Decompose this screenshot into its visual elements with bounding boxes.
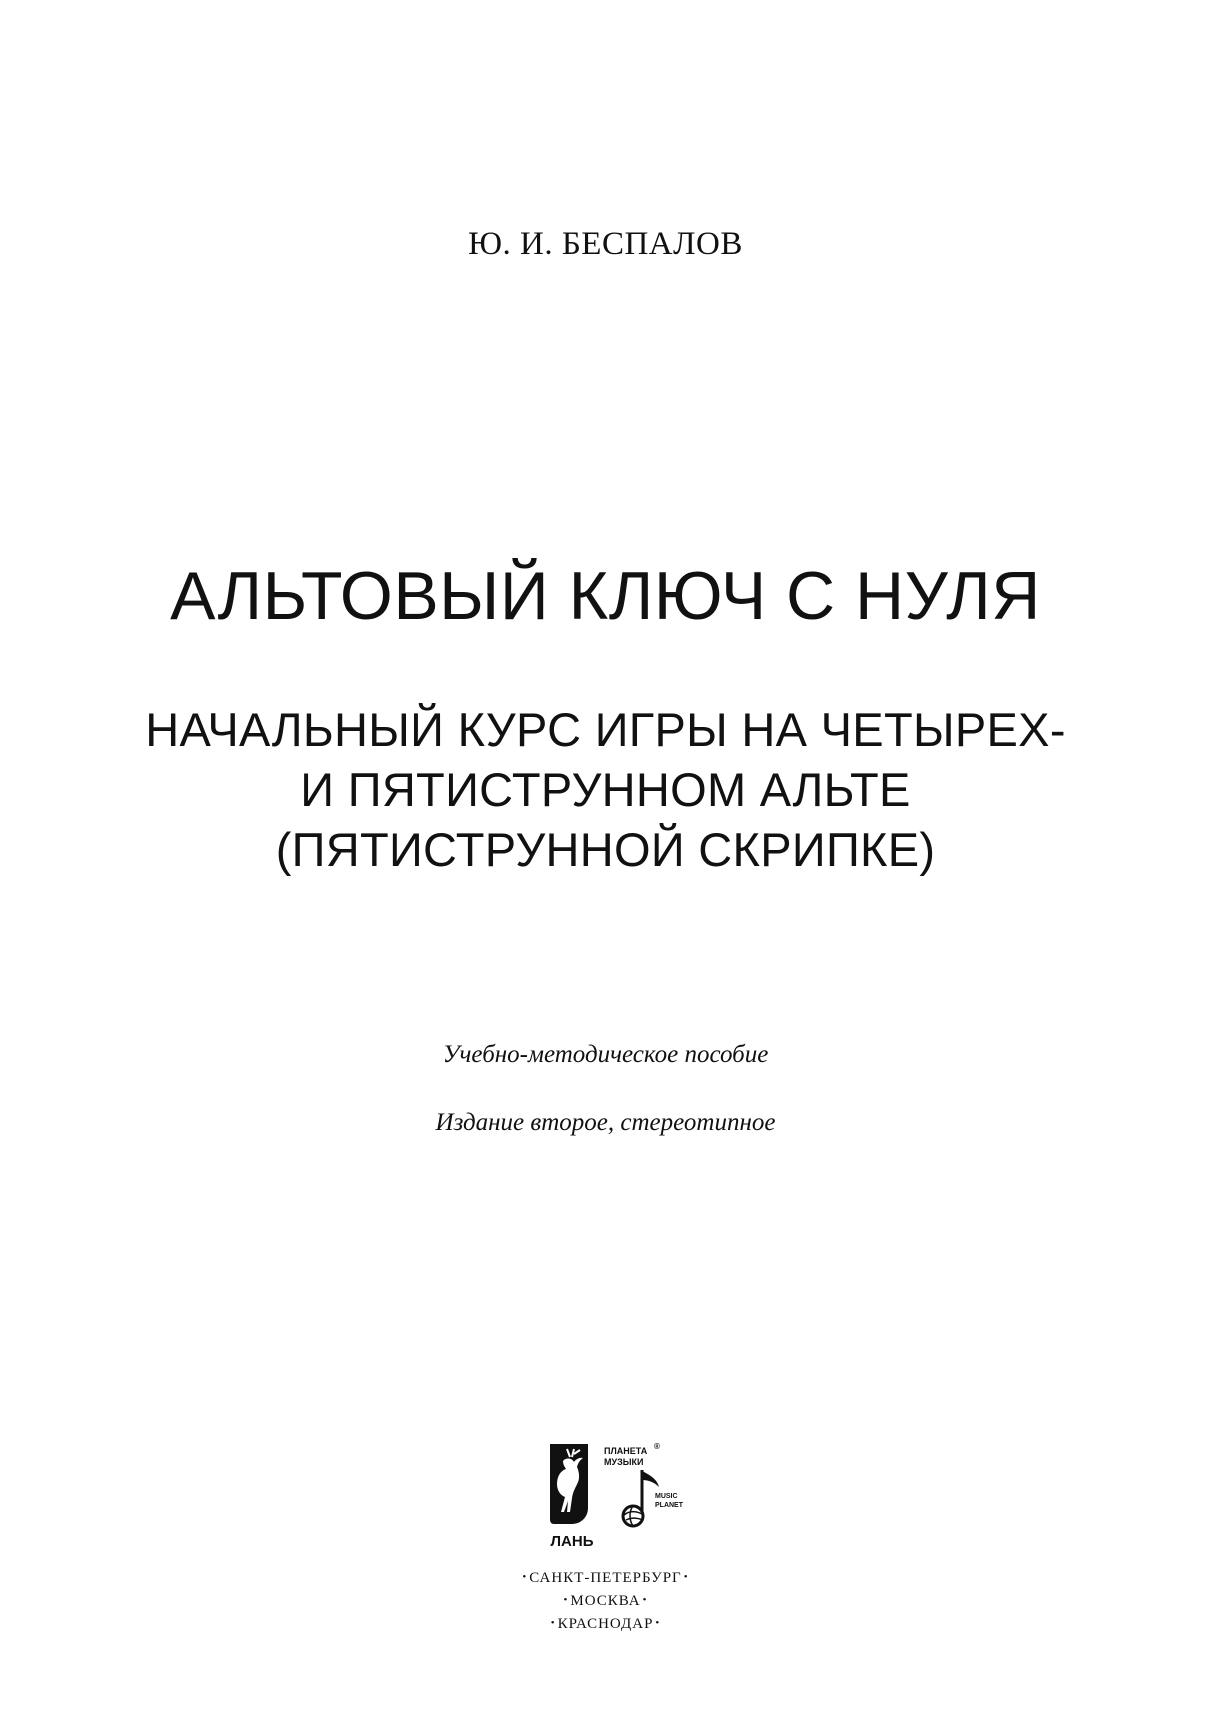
music-planet-logo [599, 1440, 683, 1528]
edition-note: Издание второе, стереотипное [435, 1109, 776, 1136]
city-name: КРАСНОДАР [557, 1616, 654, 1632]
music-planet-ru-line-2: МУЗЫКИ [604, 1457, 644, 1467]
author-name: Ю. И. БЕСПАЛОВ [468, 226, 743, 262]
city-separator: • [563, 1594, 569, 1606]
music-planet-icon [599, 1440, 683, 1528]
subtitle-line-3: (ПЯТИСТРУННОЙ СКРИПКЕ) [275, 823, 936, 876]
lan-publisher-logo [545, 1440, 599, 1552]
city-name: МОСКВА [570, 1593, 641, 1609]
city-separator: • [683, 1571, 689, 1583]
music-planet-en-line-2: PLANET [655, 1502, 683, 1509]
music-planet-en-line-1: MUSIC [655, 1493, 678, 1500]
book-subtitle [0, 700, 1211, 880]
book-type: Учебно-методическое пособие [442, 1041, 769, 1068]
city-separator: • [642, 1594, 648, 1606]
registered-mark: ® [654, 1442, 660, 1451]
music-planet-ru-line-1: ПЛАНЕТА [604, 1446, 648, 1456]
book-title: АЛЬТОВЫЙ КЛЮЧ С НУЛЯ [170, 558, 1041, 634]
subtitle-line-1: НАЧАЛЬНЫЙ КУРС ИГРЫ НА ЧЕТЫРЕХ- [145, 703, 1066, 756]
lan-logo-text: ЛАНЬ [550, 1533, 594, 1550]
lan-deer-icon [545, 1440, 599, 1552]
publisher-cities [495, 1566, 716, 1635]
city-separator: • [522, 1571, 528, 1583]
city-krasnodar [495, 1612, 716, 1635]
publisher-logos [545, 1440, 683, 1552]
subtitle-line-2: И ПЯТИСТРУННОМ АЛЬТЕ [300, 763, 911, 816]
city-separator: • [655, 1617, 661, 1629]
city-separator: • [550, 1617, 556, 1629]
city-name: САНКТ-ПЕТЕРБУРГ [529, 1570, 682, 1586]
city-saint-petersburg [495, 1566, 716, 1589]
city-moscow [495, 1589, 716, 1612]
